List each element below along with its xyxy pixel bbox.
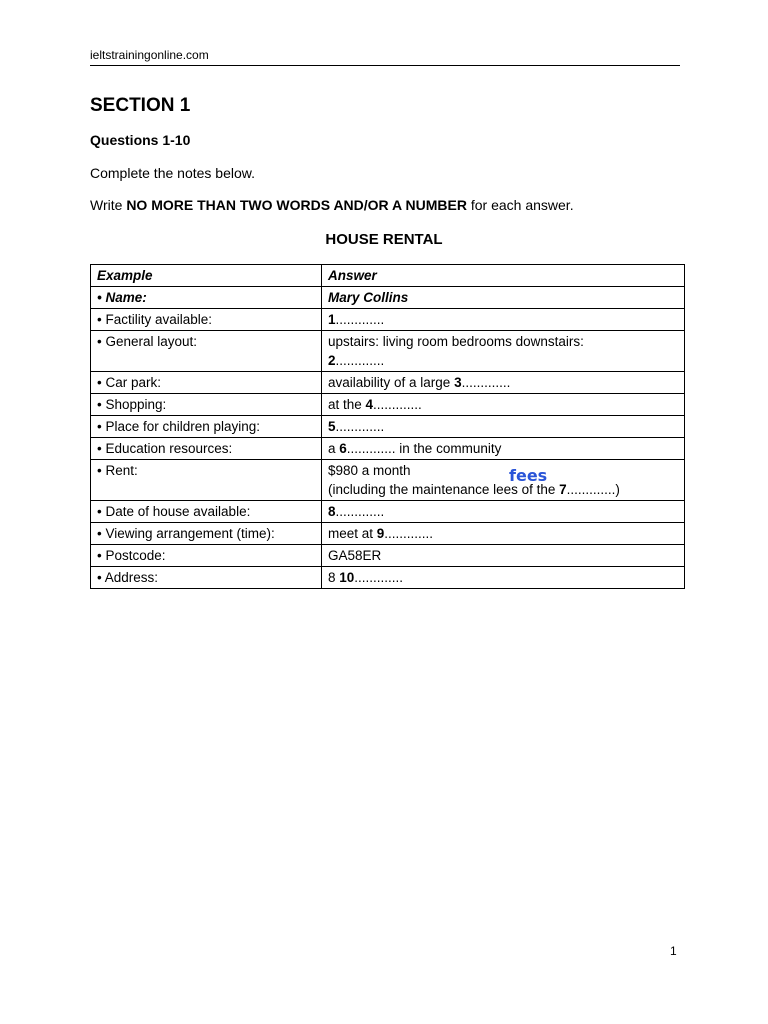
page-number: 1 xyxy=(670,944,677,958)
table-header-row xyxy=(91,265,685,287)
instruction-complete-notes: Complete the notes below. xyxy=(90,165,255,181)
header-divider xyxy=(90,65,680,66)
question-number: 10 xyxy=(339,570,355,585)
question-number: 4 xyxy=(365,397,374,412)
row-label: • Factility available: xyxy=(91,309,322,331)
table-row xyxy=(91,567,685,589)
cell-text: a xyxy=(328,441,340,456)
question-number: 5 xyxy=(328,419,336,434)
table-title: HOUSE RENTAL xyxy=(325,231,443,248)
table-row xyxy=(91,331,685,372)
cell-text: $980 a month xyxy=(328,463,411,478)
cell-text: at the xyxy=(328,397,366,412)
answer-blank: .............) xyxy=(566,482,620,497)
answer-cell-7 xyxy=(322,460,685,501)
row-label: • Postcode: xyxy=(91,545,322,567)
table-row xyxy=(91,309,685,331)
answer-cell-1 xyxy=(322,309,685,331)
row-label: • Place for children playing: xyxy=(91,416,322,438)
instruction-word-limit xyxy=(90,197,574,213)
question-number: 2 xyxy=(328,353,336,368)
cell-text: (including the maintenance lees of the xyxy=(328,482,560,497)
answer-blank: ............. xyxy=(354,570,404,585)
question-number: 1 xyxy=(328,312,336,327)
answer-blank: ............. xyxy=(373,397,422,412)
site-name: ieltstrainingonline.com xyxy=(90,48,209,62)
question-number: 8 xyxy=(328,504,336,519)
row-label: • Address: xyxy=(91,567,322,589)
answer-cell-8 xyxy=(322,501,685,523)
table-row xyxy=(91,523,685,545)
answer-blank: ............. in the community xyxy=(346,441,502,456)
row-value: Mary Collins xyxy=(322,287,685,309)
answer-cell-5 xyxy=(322,416,685,438)
questions-range: Questions 1-10 xyxy=(90,132,191,148)
row-label: • Education resources: xyxy=(91,438,322,460)
cell-text: upstairs: living room bedrooms downstairs: xyxy=(328,334,584,349)
answer-blank: ............. xyxy=(335,312,385,327)
answer-cell-2 xyxy=(322,331,685,372)
answer-cell-4 xyxy=(322,394,685,416)
answer-blank: ............. xyxy=(384,526,434,541)
handwritten-correction: fees xyxy=(509,466,548,485)
answer-cell-9 xyxy=(322,523,685,545)
table-row xyxy=(91,501,685,523)
answer-blank: ............. xyxy=(335,419,385,434)
instruction-limit-bold: NO MORE THAN TWO WORDS AND/OR A NUMBER xyxy=(126,197,467,213)
table-row xyxy=(91,416,685,438)
section-title: SECTION 1 xyxy=(90,95,191,116)
postcode-value: GA58ER xyxy=(322,545,685,567)
header-answer: Answer xyxy=(322,265,685,287)
table-row xyxy=(91,438,685,460)
row-label: • Name: xyxy=(91,287,322,309)
question-number: 9 xyxy=(376,526,385,541)
row-label: • General layout: xyxy=(91,331,322,372)
table-row xyxy=(91,545,685,567)
answer-cell-6 xyxy=(322,438,685,460)
answer-blank: ............. xyxy=(335,504,385,519)
question-number: 3 xyxy=(454,375,462,390)
cell-text: availability of a large xyxy=(328,375,455,390)
answer-blank: ............. xyxy=(335,353,385,368)
table-row xyxy=(91,460,685,501)
cell-text: 8 xyxy=(328,570,340,585)
answer-cell-10 xyxy=(322,567,685,589)
row-label: • Date of house available: xyxy=(91,501,322,523)
question-number: 6 xyxy=(339,441,347,456)
question-number: 7 xyxy=(559,482,567,497)
instruction-prefix: Write xyxy=(90,197,127,213)
row-label: • Rent: xyxy=(91,460,322,501)
row-label: • Car park: xyxy=(91,372,322,394)
table-row xyxy=(91,394,685,416)
answer-blank: ............. xyxy=(461,375,511,390)
cell-text: meet at xyxy=(328,526,377,541)
row-label: • Viewing arrangement (time): xyxy=(91,523,322,545)
table-row xyxy=(91,372,685,394)
notes-table xyxy=(90,264,685,589)
table-row xyxy=(91,287,685,309)
row-label: • Shopping: xyxy=(91,394,322,416)
answer-cell-3 xyxy=(322,372,685,394)
instruction-suffix: for each answer. xyxy=(466,197,574,213)
header-example: Example xyxy=(91,265,322,287)
